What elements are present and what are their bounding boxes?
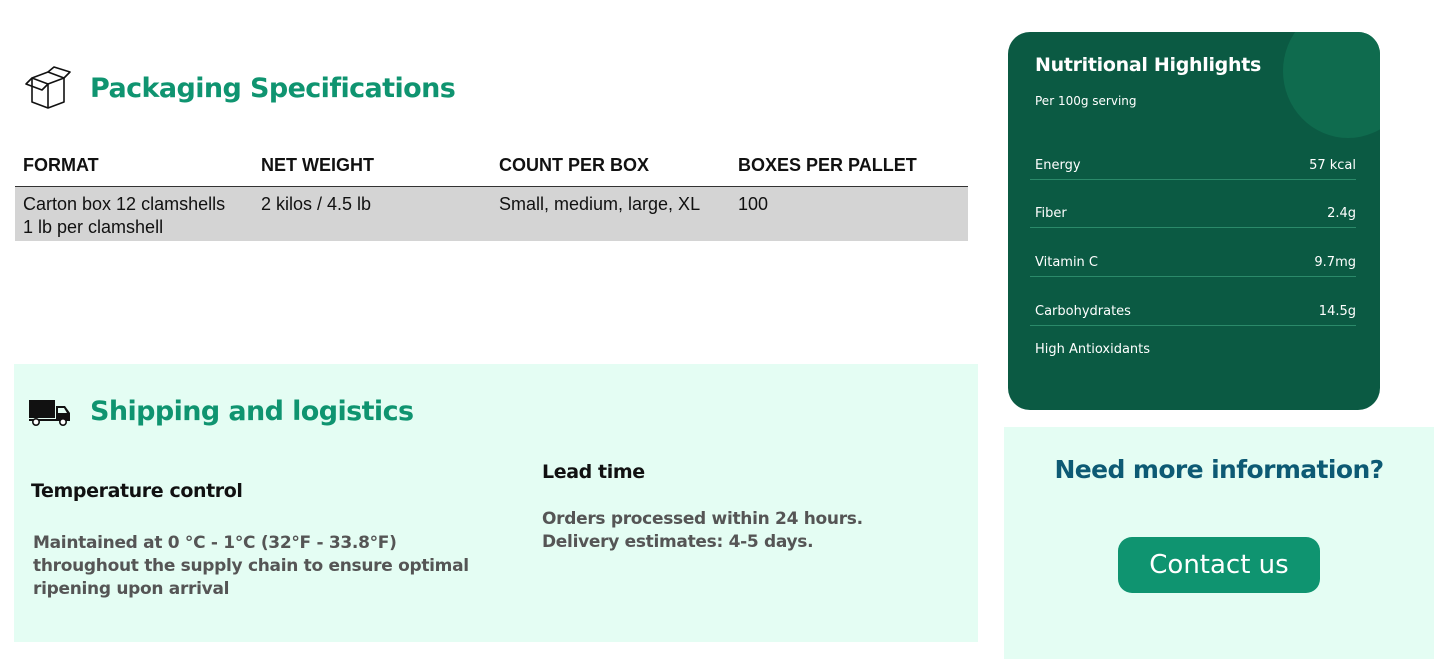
- cell-format: [15, 186, 253, 241]
- nutrition-value: 57 kcal: [1309, 158, 1356, 173]
- nutrition-row-vitamin-c: [1030, 255, 1356, 277]
- nutrition-row-carbohydrates: [1030, 304, 1356, 326]
- cell-net-weight: 2 kilos / 4.5 lb: [253, 186, 491, 241]
- cell-count-per-box: Small, medium, large, XL: [491, 186, 730, 241]
- packaging-title: Packaging Specifications: [90, 72, 456, 104]
- column-header-format: FORMAT: [15, 150, 253, 186]
- nutrition-value: 14.5g: [1318, 304, 1356, 319]
- box-icon: [24, 66, 72, 110]
- nutrition-subtitle: Per 100g serving: [1035, 94, 1137, 108]
- column-header-count-per-box: COUNT PER BOX: [491, 150, 730, 186]
- packaging-header: [24, 66, 455, 110]
- nutrition-title: Nutritional Highlights: [1035, 54, 1262, 76]
- nutrition-value: 9.7mg: [1314, 255, 1356, 270]
- table-header-row: [15, 150, 968, 186]
- contact-title: Need more information?: [1054, 455, 1384, 484]
- nutrition-row-energy: [1030, 158, 1356, 180]
- column-header-net-weight: NET WEIGHT: [253, 150, 491, 186]
- shipping-section: [14, 364, 978, 642]
- truck-icon: [28, 398, 72, 426]
- nutrition-label: Vitamin C: [1035, 255, 1099, 270]
- table-row: [15, 186, 968, 241]
- temperature-text: Maintained at 0 °C - 1°C (32°F - 33.8°F) throughout the supply chain to ensure optimal ripening upon arrival: [33, 533, 469, 599]
- nutrition-label: Energy: [1035, 158, 1081, 173]
- shipping-title: Shipping and logistics: [90, 396, 414, 427]
- temperature-heading: Temperature control: [31, 480, 243, 502]
- nutrition-value: 2.4g: [1327, 206, 1356, 221]
- lead-time-heading: Lead time: [542, 461, 645, 483]
- nutrition-label: Carbohydrates: [1035, 304, 1131, 319]
- lead-time-text: Orders processed within 24 hours. Delivery estimates: 4-5 days.: [542, 509, 863, 552]
- contact-us-button[interactable]: Contact us: [1118, 537, 1320, 593]
- nutrition-extra: High Antioxidants: [1035, 342, 1151, 357]
- cell-boxes-per-pallet: 100: [730, 186, 968, 241]
- nutrition-card: [1008, 32, 1380, 410]
- nutrition-label: Fiber: [1035, 206, 1067, 221]
- format-line-2: 1 lb per clamshell: [23, 216, 164, 237]
- contact-panel: [1004, 427, 1434, 659]
- format-line-1: Carton box 12 clamshells: [23, 193, 226, 214]
- nutrition-row-fiber: [1030, 206, 1356, 228]
- column-header-boxes-per-pallet: BOXES PER PALLET: [730, 150, 968, 186]
- packaging-table: [15, 150, 968, 241]
- shipping-header: [28, 396, 413, 427]
- decorative-circle: [1283, 32, 1380, 138]
